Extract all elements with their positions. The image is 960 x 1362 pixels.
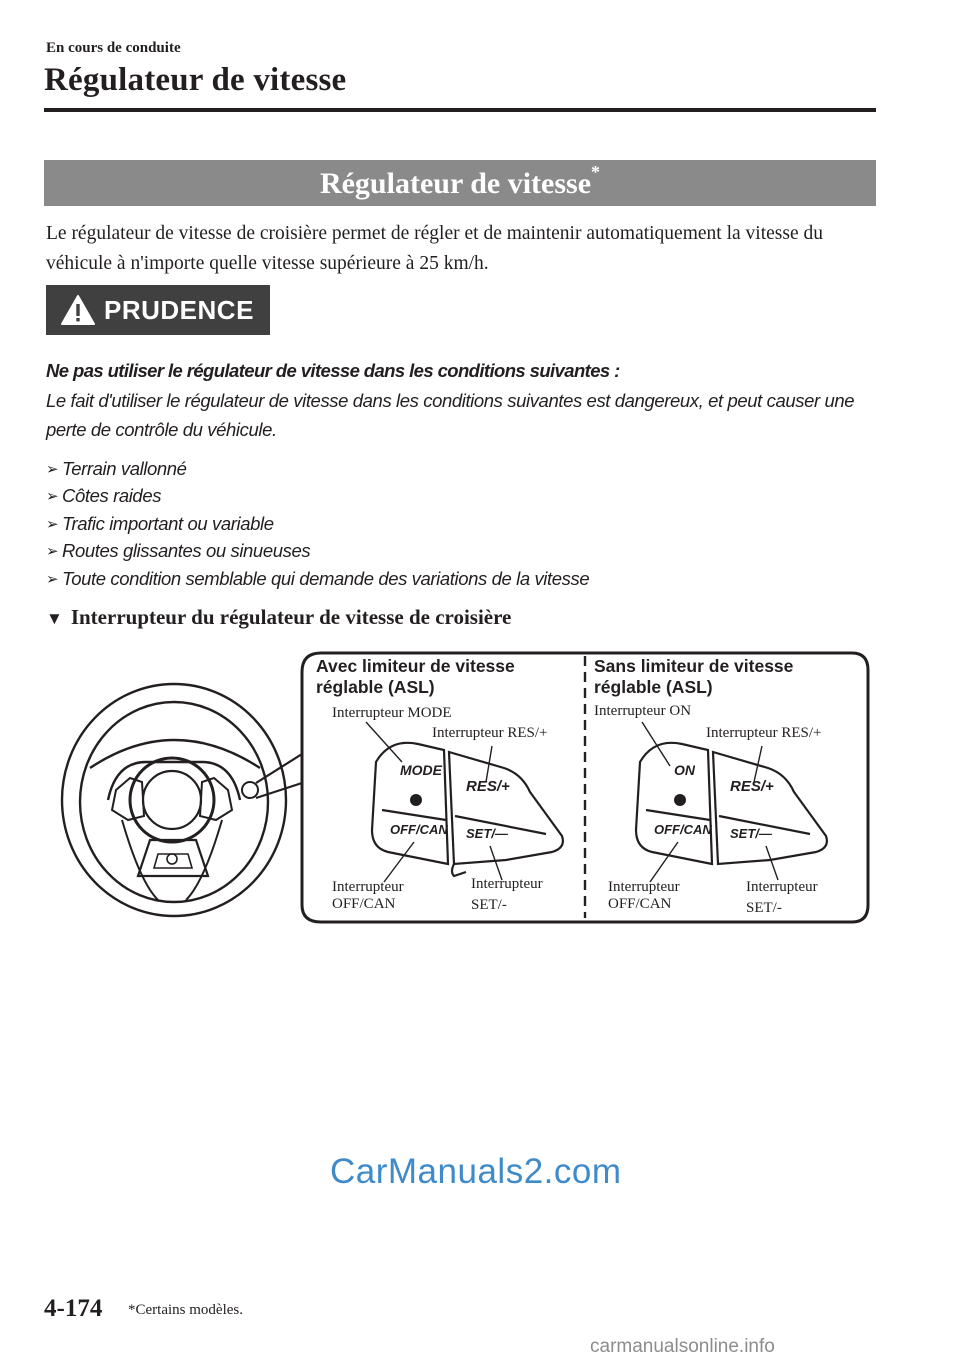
list-item-text: Terrain vallonné bbox=[62, 457, 187, 479]
list-item-text: Toute condition semblable qui demande des variations de la vitesse bbox=[62, 567, 590, 589]
left-panel-title-line2: réglable (ASL) bbox=[316, 677, 435, 697]
list-item bbox=[46, 483, 589, 511]
header-divider bbox=[44, 108, 876, 112]
arrow-bullet-icon: ➢ bbox=[46, 460, 59, 478]
callout-offcan-switch bbox=[608, 879, 680, 913]
zoom-leader-line bbox=[256, 783, 302, 798]
page-title: Régulateur de vitesse bbox=[44, 62, 347, 98]
subsection-title: Interrupteur du régulateur de vitesse de croisière bbox=[70, 605, 512, 629]
section-banner bbox=[44, 160, 876, 206]
callout-res-switch: Interrupteur RES/+ bbox=[432, 725, 548, 741]
warning-triangle-icon bbox=[60, 294, 96, 326]
condition-list bbox=[46, 455, 589, 593]
subsection-heading bbox=[46, 605, 511, 630]
cruise-control-switch-figure bbox=[46, 650, 870, 925]
warning-heading: Ne pas utiliser le régulateur de vitesse dans les conditions suivantes : bbox=[46, 360, 620, 381]
res-button-label: RES/+ bbox=[730, 778, 774, 795]
callout-set-switch bbox=[471, 876, 543, 914]
callout-line: OFF/CAN bbox=[608, 896, 672, 912]
list-item-text: Côtes raides bbox=[62, 485, 162, 507]
arrow-bullet-icon: ➢ bbox=[46, 570, 59, 588]
callout-mode-switch: Interrupteur MODE bbox=[332, 705, 452, 721]
intro-paragraph: Le régulateur de vitesse de croisière permet de régler et de maintenir automatiquement la vitesse du véhicule à n'importe quelle vitesse supérieure à 25 km/h. bbox=[46, 223, 823, 274]
mode-button-label: MODE bbox=[400, 762, 442, 778]
set-button-label: SET/— bbox=[466, 826, 508, 841]
caution-label bbox=[46, 285, 270, 335]
list-item bbox=[46, 455, 589, 483]
set-button-label: SET/— bbox=[730, 826, 772, 841]
callout-set-switch bbox=[746, 879, 818, 917]
arrow-bullet-icon: ➢ bbox=[46, 488, 59, 506]
list-item-text: Trafic important ou variable bbox=[62, 512, 274, 534]
down-triangle-icon: ▼ bbox=[46, 609, 63, 628]
page-number: 4-174 bbox=[44, 1295, 103, 1322]
callout-line: OFF/CAN bbox=[332, 896, 396, 912]
banner-title-text: Régulateur de vitesse bbox=[319, 166, 592, 200]
banner-title bbox=[319, 161, 601, 201]
offcan-button-label: OFF/CAN bbox=[390, 822, 448, 837]
offcan-button-label: OFF/CAN bbox=[654, 822, 712, 837]
callout-res-switch: Interrupteur RES/+ bbox=[706, 725, 822, 741]
banner-asterisk: * bbox=[591, 161, 601, 182]
section-label: En cours de conduite bbox=[46, 40, 181, 56]
list-item bbox=[46, 538, 589, 566]
right-panel-title-line2: réglable (ASL) bbox=[594, 677, 713, 697]
callout-on-switch: Interrupteur ON bbox=[594, 703, 692, 719]
callout-line: Interrupteur bbox=[471, 876, 543, 892]
callout-line: Interrupteur bbox=[332, 879, 404, 895]
callout-line: SET/- bbox=[746, 900, 782, 916]
steering-wheel-illustration bbox=[62, 684, 286, 916]
callout-line: Interrupteur bbox=[608, 879, 680, 895]
watermark: CarManuals2.com bbox=[330, 1152, 622, 1191]
right-panel-title-line1: Sans limiteur de vitesse bbox=[594, 656, 794, 676]
on-button-label: ON bbox=[674, 762, 695, 778]
arrow-bullet-icon: ➢ bbox=[46, 515, 59, 533]
arrow-bullet-icon: ➢ bbox=[46, 543, 59, 561]
callout-line: SET/- bbox=[471, 897, 507, 913]
list-item bbox=[46, 510, 589, 538]
list-item bbox=[46, 565, 589, 593]
res-button-label: RES/+ bbox=[466, 778, 510, 795]
caution-text: PRUDENCE bbox=[104, 294, 254, 325]
left-panel-title bbox=[316, 656, 515, 698]
warning-body: Le fait d'utiliser le régulateur de vitesse dans les conditions suivantes est dangereux, et peut causer une perte de contrôle du véhicule. bbox=[46, 390, 855, 440]
callout-offcan-switch bbox=[332, 879, 404, 913]
callout-line: Interrupteur bbox=[746, 879, 818, 895]
left-panel-title-line1: Avec limiteur de vitesse bbox=[316, 656, 515, 676]
site-footer-link[interactable]: carmanualsonline.info bbox=[590, 1336, 775, 1357]
footnote: *Certains modèles. bbox=[128, 1302, 243, 1318]
right-panel-title bbox=[594, 656, 793, 698]
list-item-text: Routes glissantes ou sinueuses bbox=[62, 540, 311, 562]
